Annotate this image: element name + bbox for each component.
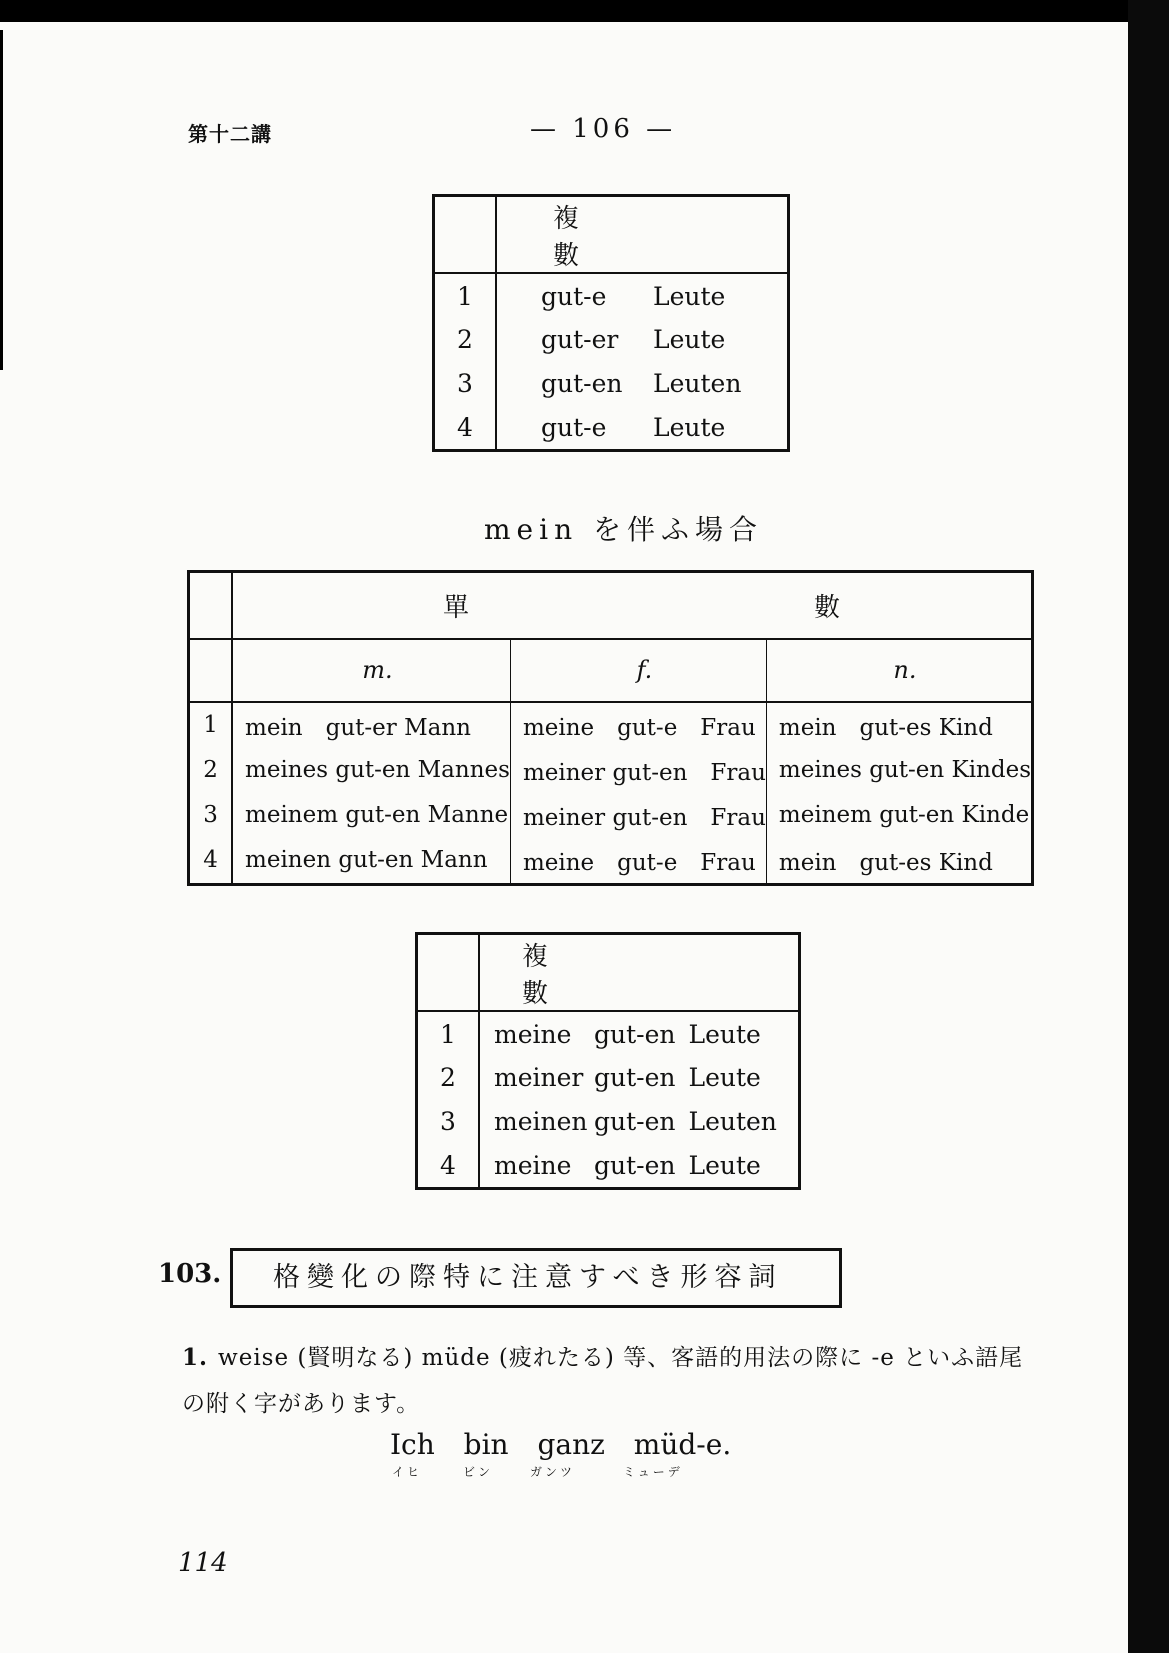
section-heading-mein: mein を伴ふ場合 <box>484 513 764 546</box>
singular-header-left: 單 <box>443 593 470 623</box>
plural-header: 複 數 <box>496 196 789 274</box>
table-row: 1 meine gut-en Leute <box>417 1011 800 1056</box>
plural-table-mein <box>415 932 801 1190</box>
plural-header: 複數 <box>479 934 800 1012</box>
item-number: 1. <box>182 1344 209 1371</box>
table-row: 4 meinen gut-en Mann meine gut-e Frau mein gut-es Kind <box>189 838 1033 885</box>
singular-header-right: 數 <box>814 593 841 623</box>
table-row: 3 meinem gut-en Manne meiner gut-en Frau meinem gut-en Kinde <box>189 793 1033 838</box>
chapter-label: 第十二講 <box>188 122 272 146</box>
paragraph <box>182 1335 1032 1427</box>
table-row: 4 gut-e Leute <box>434 405 789 450</box>
table-row: 4 meine gut-en Leute <box>417 1143 800 1188</box>
page-number: — 106 — <box>530 114 677 144</box>
reading-bin: ビン <box>463 1465 494 1479</box>
table-row: 2 meines gut-en Mannes meiner gut-en Frau meines gut-en Kindes <box>189 748 1033 793</box>
example-sentence: Ich bin ganz müd-e. <box>390 1428 732 1461</box>
reading-ich: イヒ <box>392 1465 423 1479</box>
table-row: 3 meinen gut-en Leuten <box>417 1100 800 1144</box>
paragraph-text: weise (賢明なる) müde (疲れたる) 等、客語的用法の際に -e といふ語尾の附く字があります。 <box>182 1345 1024 1417</box>
plural-table-strong <box>432 194 790 452</box>
singular-table-mein <box>187 570 1034 886</box>
gender-feminine: f. <box>510 639 766 702</box>
section-title: 格變化の際特に注意すべき形容詞 <box>230 1248 842 1308</box>
table-row: 1 mein gut-er Mann meine gut-e Frau mein gut-es Kind <box>189 702 1033 748</box>
table-row: 2 meiner gut-en Leute <box>417 1056 800 1100</box>
section-number: 103. <box>158 1259 222 1289</box>
gender-masculine: m. <box>232 639 510 702</box>
table-row: 2 gut-er Leute <box>434 318 789 362</box>
reading-ganz: ガンツ <box>530 1465 576 1479</box>
scan-edge-left <box>0 30 3 370</box>
footer-page-number: 114 <box>178 1548 228 1578</box>
table-row: 1 gut-e Leute <box>434 273 789 318</box>
table-row: 3 gut-en Leuten <box>434 362 789 406</box>
gender-neuter: n. <box>766 639 1032 702</box>
scan-edge-right <box>1128 0 1169 1653</box>
reading-muede: ミューデ <box>623 1465 683 1479</box>
